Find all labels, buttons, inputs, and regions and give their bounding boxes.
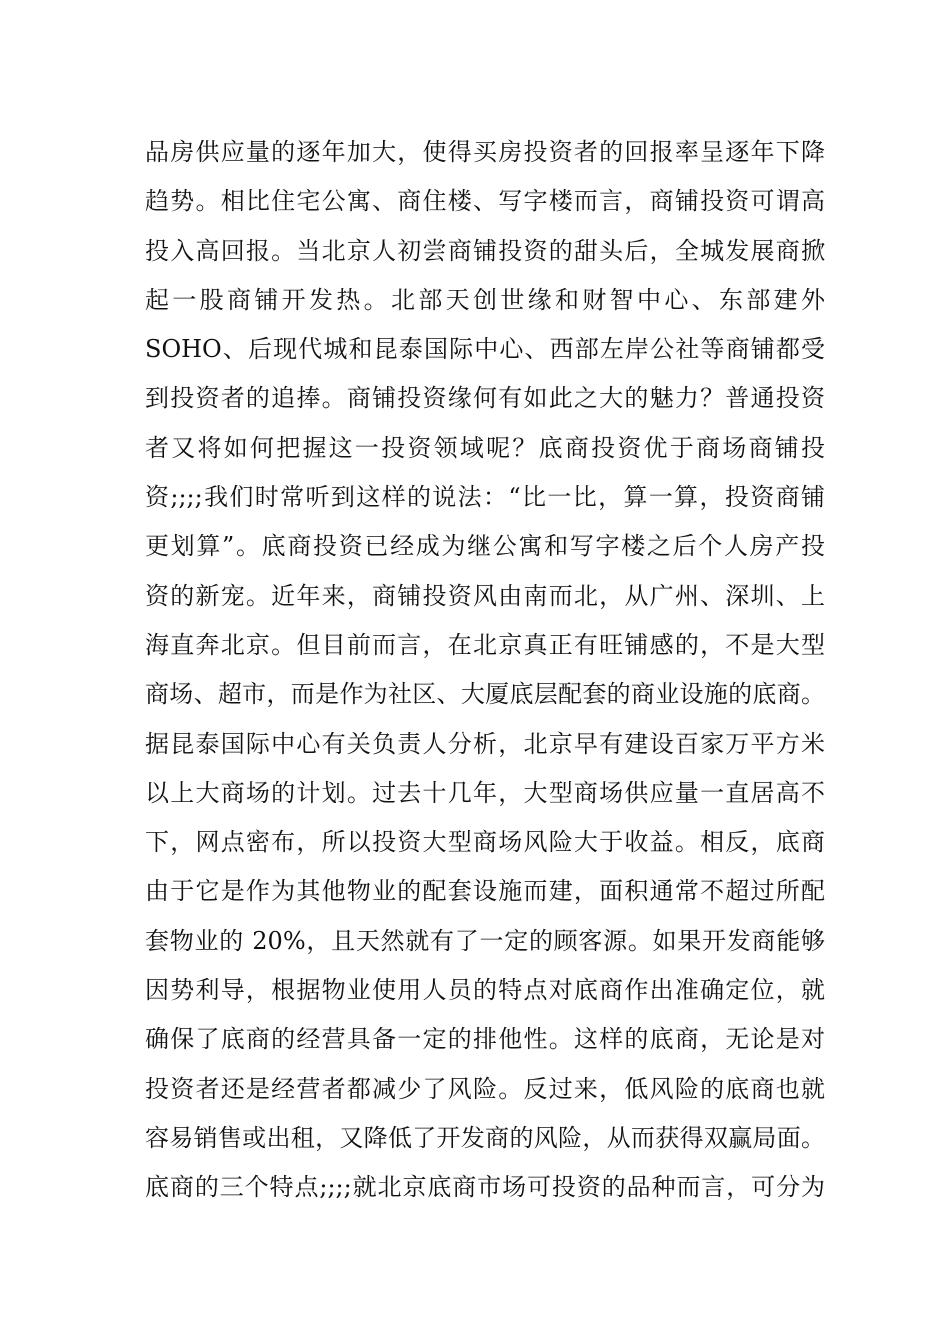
text-line: 商场、超市，而是作为社区、大厦底层配套的商业设施的底商。 (145, 680, 825, 709)
text-line: 投入高回报。当北京人初尝商铺投资的甜头后，全城发展商掀 (145, 236, 825, 265)
text-line: 海直奔北京。但目前而言，在北京真正有旺铺感的，不是大型 (145, 630, 825, 659)
text-line: 据昆泰国际中心有关负责人分析，北京早有建设百家万平方米 (145, 729, 825, 758)
text-line: 品房供应量的逐年加大，使得买房投资者的回报率呈逐年下降 (145, 138, 825, 166)
text-line: 更划算”。底商投资已经成为继公寓和写字楼之后个人房产投 (145, 532, 825, 561)
text-line: 因势利导，根据物业使用人员的特点对底商作出准确定位，就 (145, 976, 825, 1005)
text-line: 容易销售或出租，又降低了开发商的风险，从而获得双赢局面。 (145, 1123, 825, 1152)
text-line: 趋势。相比住宅公寓、商住楼、写字楼而言，商铺投资可谓高 (145, 187, 825, 216)
text-line: 起一股商铺开发热。北部天创世缘和财智中心、东部建外 (145, 285, 825, 314)
text-line: 底商的三个特点;;;;就北京底商市场可投资的品种而言，可分为 (145, 1173, 825, 1202)
text-line: 资的新宠。近年来，商铺投资风由南而北，从广州、深圳、上 (145, 581, 825, 610)
text-line: 资;;;;我们时常听到这样的说法：“比一比，算一算，投资商铺 (145, 483, 825, 512)
body-text (145, 128, 825, 1213)
text-line: 套物业的 20%，且天然就有了一定的顾客源。如果开发商能够 (145, 926, 825, 955)
text-line: 确保了底商的经营具备一定的排他性。这样的底商，无论是对 (145, 1025, 825, 1054)
text-line: 者又将如何把握这一投资领域呢？底商投资优于商场商铺投 (145, 433, 825, 462)
text-line: 以上大商场的计划。过去十几年，大型商场供应量一直居高不 (145, 778, 825, 807)
text-line: 到投资者的追捧。商铺投资缘何有如此之大的魅力？普通投资 (145, 384, 825, 413)
text-line: 投资者还是经营者都减少了风险。反过来，低风险的底商也就 (145, 1074, 825, 1103)
text-line: 下，网点密布，所以投资大型商场风险大于收益。相反，底商 (145, 828, 825, 857)
text-line: SOHO、后现代城和昆泰国际中心、西部左岸公社等商铺都受 (145, 335, 825, 364)
text-line: 由于它是作为其他物业的配套设施而建，面积通常不超过所配 (145, 877, 825, 906)
